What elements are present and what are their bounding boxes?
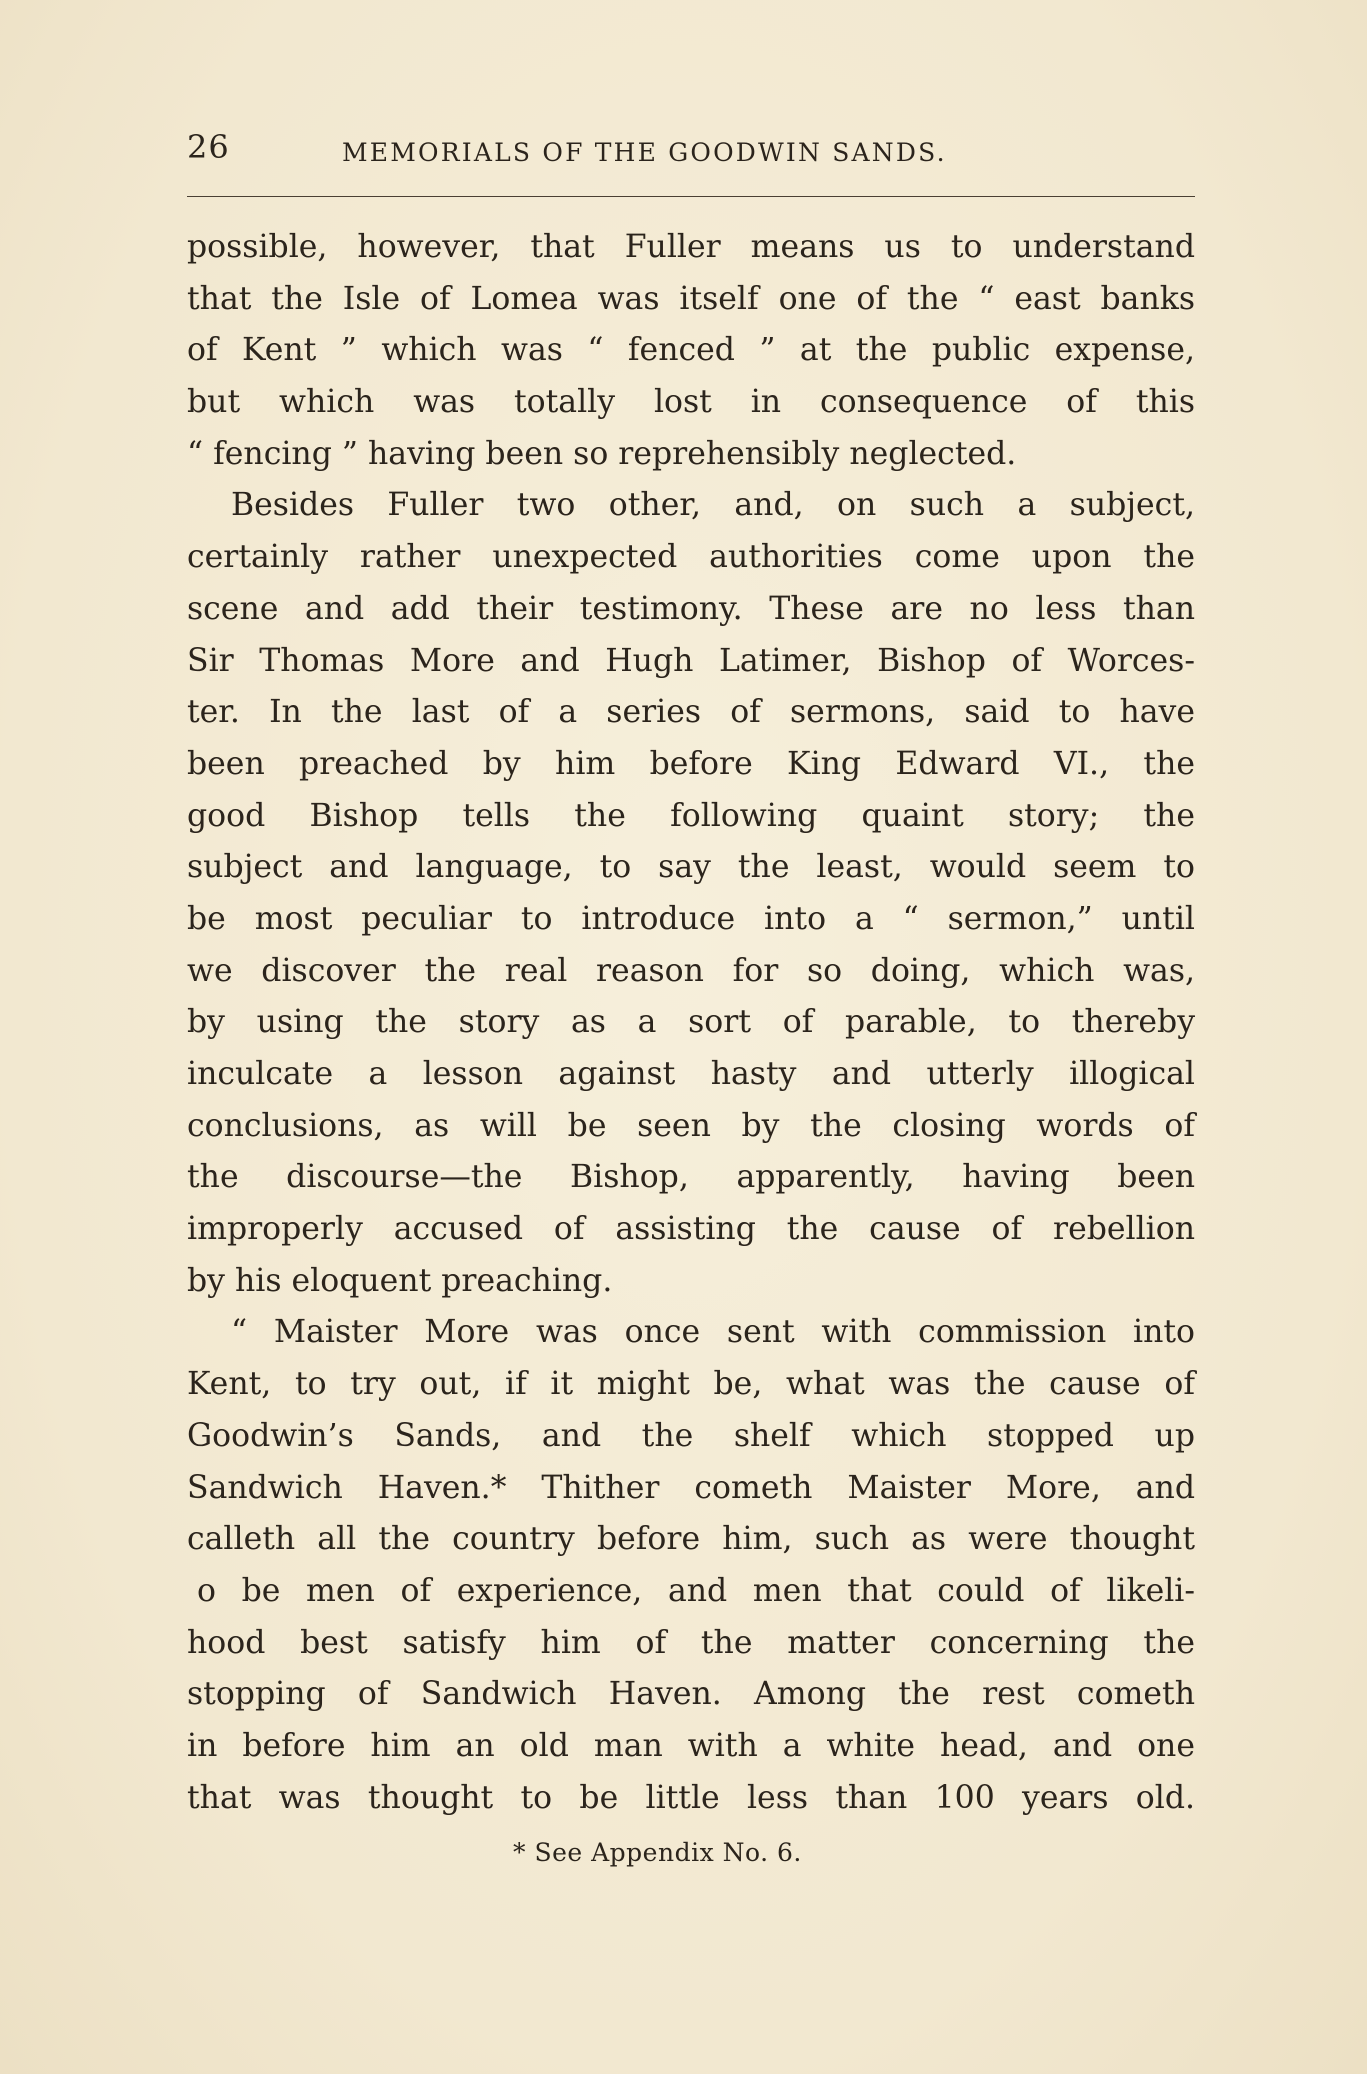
text-line: ter. In the last of a series of sermons, said to have (187, 694, 1195, 731)
text-line: calleth all the country before him, such as were thought (187, 1521, 1195, 1558)
text-line: by using the story as a sort of parable, to thereby (187, 1004, 1195, 1041)
text-line: Kent, to try out, if it might be, what was the cause of (187, 1366, 1195, 1403)
header-rule (187, 196, 1195, 197)
text-line: of Kent ” which was “ fenced ” at the public expense, (187, 332, 1195, 369)
text-line: be most peculiar to introduce into a “ sermon,” until (187, 900, 1195, 937)
text-line: but which was totally lost in consequence of this (187, 384, 1195, 421)
paragraph-start-line: Besides Fuller two other, and, on such a subject, (231, 487, 1195, 524)
text-line: that was thought to be little less than 100 years old. (187, 1779, 1195, 1816)
text-line: Sandwich Haven.* Thither cometh Maister More, and (187, 1469, 1195, 1506)
body-text (187, 222, 1195, 1824)
text-line: possible, however, that Fuller means us to understand (187, 229, 1195, 265)
text-line: improperly accused of assisting the cause of rebellion (187, 1211, 1195, 1248)
text-line: subject and language, to say the least, would seem to (187, 849, 1195, 886)
text-line: Sir Thomas More and Hugh Latimer, Bishop of Worces- (187, 642, 1195, 679)
running-title: MEMORIALS OF THE GOODWIN SANDS. (342, 138, 947, 167)
text-line: certainly rather unexpected authorities come upon the (187, 539, 1195, 576)
text-line: scene and add their testimony. These are no less than (187, 590, 1195, 627)
text-line: Goodwin’s Sands, and the shelf which stopped up (187, 1417, 1195, 1454)
page-number: 26 (187, 128, 230, 166)
text-line: stopping of Sandwich Haven. Among the rest cometh (187, 1676, 1195, 1713)
text-line: that the Isle of Lomea was itself one of the “ east banks (187, 280, 1195, 317)
text-line: “ fencing ” having been so reprehensibly neglected. (187, 435, 1017, 472)
paragraph-start-line: “ Maister More was once sent with commission into (231, 1314, 1195, 1351)
text-line: the discourse—the Bishop, apparently, having been (187, 1159, 1195, 1196)
text-line: we discover the real reason for so doing, which was, (187, 952, 1195, 989)
page-header (187, 128, 1195, 178)
text-line: hood best satisfy him of the matter concerning the (187, 1624, 1195, 1661)
text-line: inculcate a lesson against hasty and utterly illogical (187, 1056, 1195, 1092)
footnote: * See Appendix No. 6. (513, 1838, 802, 1867)
text-line: by his eloquent preaching. (187, 1262, 613, 1299)
text-line: been preached by him before King Edward VI., the (187, 745, 1195, 782)
text-line: conclusions, as will be seen by the closing words of (187, 1107, 1195, 1144)
text-line: in before him an old man with a white head, and one (187, 1727, 1195, 1764)
text-line: good Bishop tells the following quaint story; the (187, 797, 1195, 834)
text-line: o be men of experience, and men that could of likeli- (197, 1572, 1195, 1609)
